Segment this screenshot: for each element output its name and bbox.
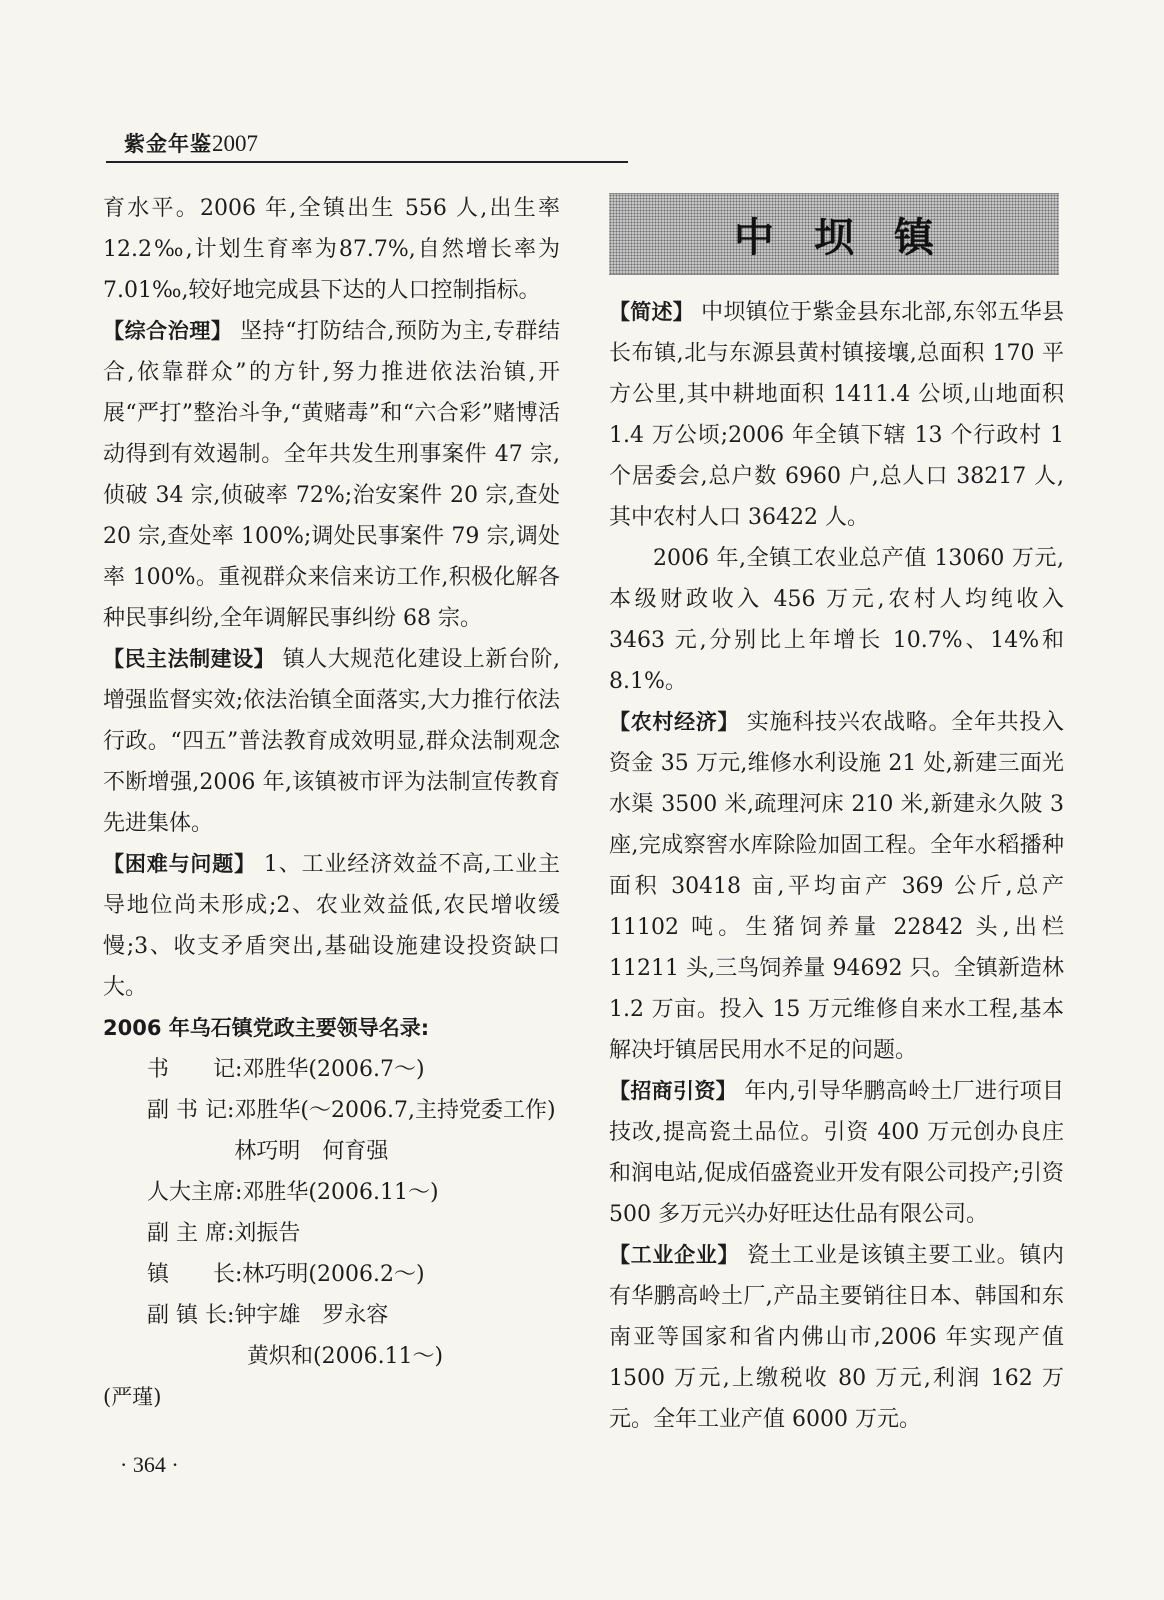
section-industry xyxy=(609,1235,1064,1440)
leaders-list xyxy=(103,1049,578,1336)
section-rural-economy xyxy=(609,702,1064,1071)
section-tag: 【招商引资】 xyxy=(609,1079,737,1103)
author: (严瑾) xyxy=(103,1385,162,1409)
running-header xyxy=(124,128,258,158)
leader-row xyxy=(103,1090,578,1172)
leader-title: 镇 长: xyxy=(147,1262,243,1287)
leader-row xyxy=(103,1213,560,1254)
leader-row xyxy=(103,1172,560,1213)
leader-title: 副 主 席: xyxy=(147,1221,235,1246)
section-tag: 【民主法制建设】 xyxy=(103,647,276,671)
leaders-list-continuation: 黄炽和(2006.11～) xyxy=(247,1344,444,1369)
section-text: 实施科技兴农战略。全年共投入资金 35 万元,维修水利设施 21 处,新建三面光水渠 3500 米,疏理河床 210 米,新建永久陂 3 座,完成察窖水库除险加固工程。全年水稻播种面积 30418 亩,平均亩产 369 公斤,总产 11102 吨。生猪饲养量 22842 头,出栏 11211 头,三鸟饲养量 94692 只。全镇新造林 1.2 万亩。投入 15 万元维修自来水工程,基本解决圩镇居民用水不足的问题。 xyxy=(609,710,1064,1063)
leader-name: 邓胜华(～2006.7,主持党委工作) 林巧明 何育强 xyxy=(234,1098,578,1164)
section-tag: 【简述】 xyxy=(609,300,694,324)
section-tag: 【困难与问题】 xyxy=(103,852,257,876)
leader-name: 邓胜华(2006.7～) xyxy=(242,1057,425,1082)
section-investment xyxy=(609,1071,1064,1235)
section-comprehensive-governance xyxy=(103,311,560,639)
section-overview xyxy=(609,292,1064,538)
leader-name: 刘振告 xyxy=(234,1221,301,1246)
section-democracy-law xyxy=(103,639,560,844)
section-text: 瓷土工业是该镇主要工业。镇内有华鹏高岭土厂,产品主要销往日本、韩国和东南亚等国家和省内佛山市,2006 年实现产值 1500 万元,上缴税收 80 万元,利润 162 万元。全年工业产值 6000 万元。 xyxy=(609,1243,1064,1432)
section-tag: 【综合治理】 xyxy=(103,319,233,343)
book-title: 紫金年鉴 xyxy=(124,132,212,156)
right-column xyxy=(609,292,1064,1440)
leader-title: 人大主席: xyxy=(147,1180,243,1205)
leader-title: 副 镇 长: xyxy=(147,1303,235,1328)
section-text: 镇人大规范化建设上新台阶,增强监督实效;依法治镇全面落实,大力推行依法行政。“四五”普法教育成效明显,群众法制观念不断增强,2006 年,该镇被市评为法制宣传教育先进集体。 xyxy=(103,647,560,836)
book-year: 2007 xyxy=(212,131,258,156)
section-tag: 【工业企业】 xyxy=(609,1243,740,1267)
leader-title: 书 记: xyxy=(147,1057,243,1082)
leader-name: 邓胜华(2006.11～) xyxy=(242,1180,439,1205)
paragraph-output: 2006 年,全镇工农业总产值 13060 万元,本级财政收入 456 万元,农村人均纯收入 3463 元,分别比上年增长 10.7%、14%和 8.1%。 xyxy=(609,546,1064,694)
section-text: 年内,引导华鹏高岭土厂进行项目技改,提高瓷土品位。引资 400 万元创办良庄和润电站,促成佰盛瓷业开发有限公司投产;引资 500 多万元兴办好旺达仕品有限公司。 xyxy=(609,1079,1064,1227)
town-title: 中坝镇 xyxy=(734,215,974,261)
section-text: 坚持“打防结合,预防为主,专群结合,依靠群众”的方针,努力推进依法治镇,开展“严打”整治斗争,“黄赌毒”和“六合彩”赌博活动得到有效遏制。全年共发生刑事案件 47 宗,侦破 34 宗,侦破率 72%;治安案件 20 宗,查处 20 宗,查处率 100%;调处民事案件 79 宗,调处率 100%。重视群众来信来访工作,积极化解各种民事纠纷,全年调解民事纠纷 68 宗。 xyxy=(103,319,560,631)
page-number: · 364 · xyxy=(120,1452,179,1477)
leader-name: 林巧明(2006.2～) xyxy=(242,1262,425,1287)
town-title-banner xyxy=(609,193,1059,275)
left-column xyxy=(103,188,578,1418)
paragraph-population: 育水平。2006 年,全镇出生 556 人,出生率 12.2‰,计划生育率为87.7%,自然增长率为 7.01‰,较好地完成县下达的人口控制指标。 xyxy=(103,196,560,303)
leader-row xyxy=(103,1049,560,1090)
section-tag: 【农村经济】 xyxy=(609,710,740,734)
leader-row xyxy=(103,1254,560,1295)
section-difficulties xyxy=(103,844,560,1008)
leader-title: 副 书 记: xyxy=(147,1098,235,1123)
header-rule xyxy=(106,161,628,163)
section-text: 中坝镇位于紫金县东北部,东邻五华县长布镇,北与东源县黄村镇接壤,总面积 170 平方公里,其中耕地面积 1411.4 公顷,山地面积 1.4 万公顷;2006 年全镇下辖 13 个行政村 1 个居委会,总户数 6960 户,总人口 38217 人,其中农村人口 36422 人。 xyxy=(609,300,1064,530)
leaders-list-title: 2006 年乌石镇党政主要领导名录: xyxy=(103,1016,430,1040)
leader-row xyxy=(103,1295,560,1336)
leader-name: 钟宇雄 罗永容 xyxy=(234,1303,389,1328)
section-text: 1、工业经济效益不高,工业主导地位尚未形成;2、农业效益低,农民增收缓慢;3、收支矛盾突出,基础设施建设投资缺口大。 xyxy=(103,852,561,1000)
